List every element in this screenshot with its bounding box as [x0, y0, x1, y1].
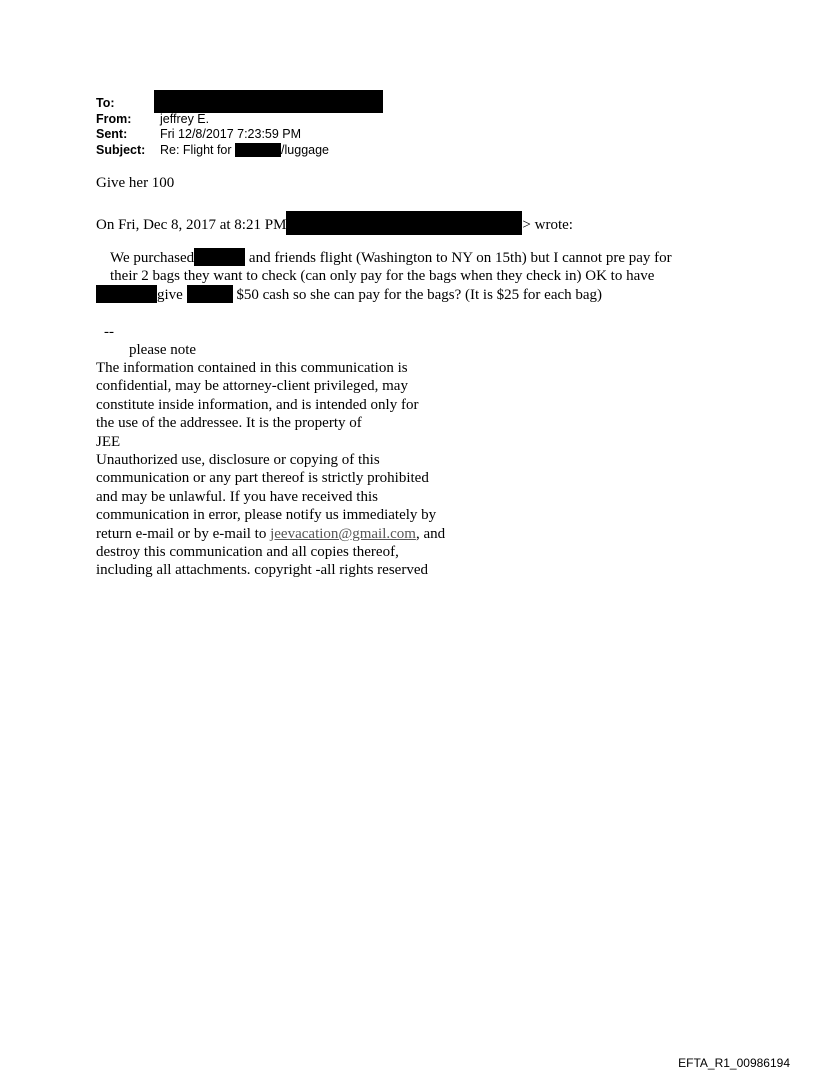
disclaimer-line: Unauthorized use, disclosure or copying of this [96, 451, 380, 468]
sent-label: Sent: [96, 127, 128, 141]
redaction-box [187, 285, 233, 303]
disclaimer-line: including all attachments. copyright -all rights reserved [96, 562, 428, 579]
redaction-box [286, 211, 522, 235]
disclaimer-line: communication or any part thereof is strictly prohibited [96, 470, 429, 487]
from-value: jeffrey E. [160, 111, 210, 126]
sent-value: Fri 12/8/2017 7:23:59 PM [160, 127, 302, 141]
redaction-box [194, 248, 245, 266]
confidentiality-disclaimer [96, 359, 476, 580]
email-suffix: , and [415, 525, 446, 542]
reply-text: Give her 100 [96, 175, 175, 191]
bates-number: EFTA_R1_00986194 [678, 1056, 790, 1070]
to-label: To: [96, 96, 115, 110]
redaction-box [96, 285, 157, 303]
disclaimer-line: JEE [96, 433, 121, 450]
quoted-line-1a: We purchased [110, 250, 195, 266]
subject-suffix: /luggage [281, 142, 330, 157]
subject-label: Subject: [96, 142, 146, 157]
subject-prefix: Re: Flight for [160, 142, 232, 157]
quoted-intro-before: On Fri, Dec 8, 2017 at 8:21 PM [96, 217, 287, 233]
quoted-intro [96, 211, 573, 235]
disclaimer-line: confidential, may be attorney-client privileged, may [96, 378, 408, 395]
subject-value [160, 143, 329, 159]
redaction-box [154, 90, 383, 113]
quoted-line-3b: $50 cash so she can pay for the bags? (It is $25 for each bag) [236, 287, 603, 303]
signature-separator: -- [104, 324, 114, 340]
disclaimer-line: destroy this communication and all copies thereof, [96, 543, 399, 560]
quoted-message [96, 248, 716, 304]
disclaimer-email-line [96, 525, 476, 543]
redaction-box [235, 143, 281, 157]
quoted-line-3 [96, 285, 716, 304]
disclaimer-line: communication in error, please notify us immediately by [96, 507, 437, 524]
quoted-line-1 [96, 248, 716, 267]
disclaimer-line: The information contained in this communication is [96, 360, 408, 376]
quoted-line-2: their 2 bags they want to check (can only pay for the bags when they check in) OK to have [110, 267, 655, 284]
email-link[interactable]: jeevacation@gmail.com [270, 525, 416, 542]
disclaimer-line: constitute inside information, and is intended only for [96, 396, 419, 413]
disclaimer-line: the use of the addressee. It is the property of [96, 415, 362, 432]
quoted-line-3a: give [157, 287, 183, 303]
email-prefix: return e-mail or by e-mail to [96, 525, 271, 542]
quoted-line-1b: and friends flight (Washington to NY on 15th) but I cannot pre pay for [248, 250, 672, 266]
from-label: From: [96, 111, 132, 126]
disclaimer-line: and may be unlawful. If you have received this [96, 488, 378, 505]
please-note: please note [129, 342, 197, 358]
quoted-intro-after: > wrote: [522, 217, 573, 233]
